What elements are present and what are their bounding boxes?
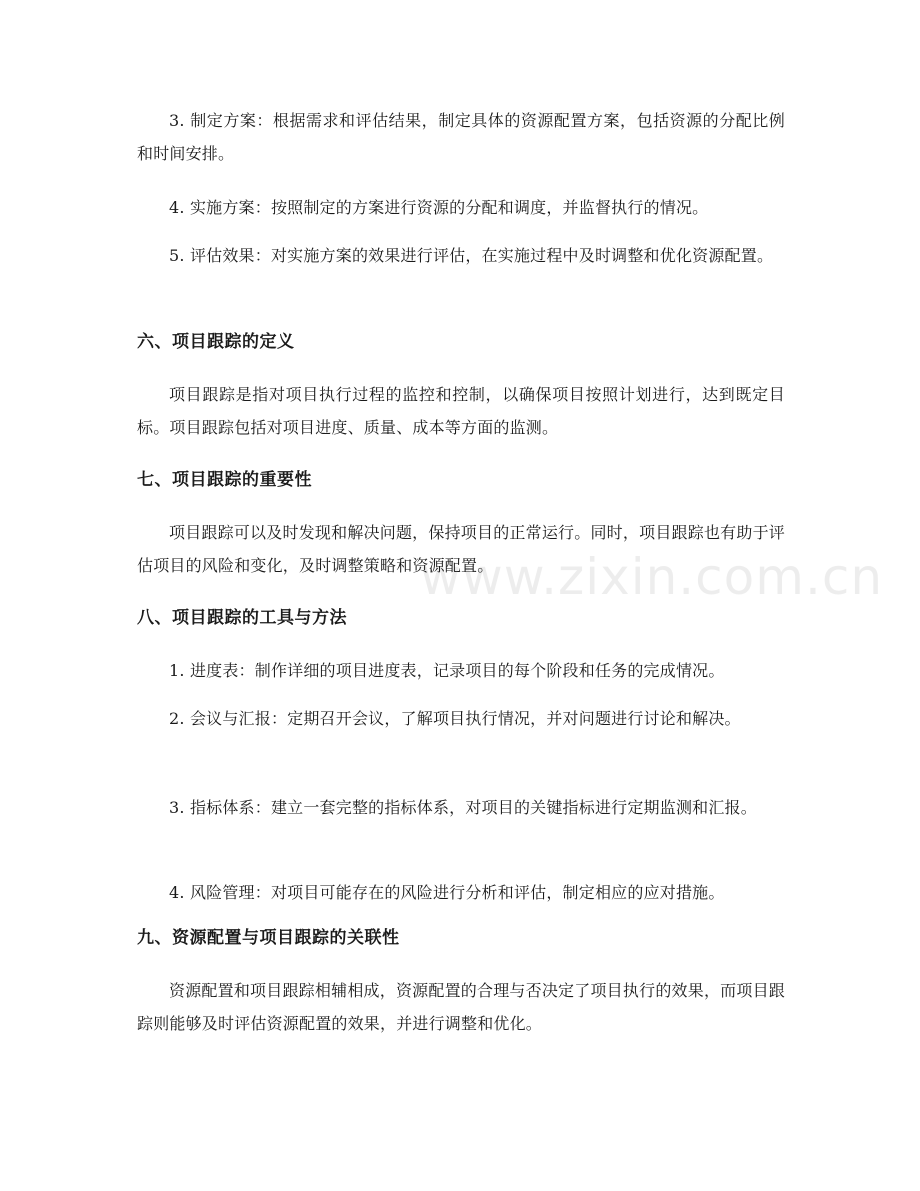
paragraph-step-4: 4. 实施方案：按照制定的方案进行资源的分配和调度，并监督执行的情况。 [169,198,709,217]
watermark: www.zixin.com.cn [420,548,884,606]
paragraph-step-3: 3. 制定方案：根据需求和评估结果，制定具体的资源配置方案，包括资源的分配比例和时间安排。 [137,111,785,163]
section-heading-9: 九、资源配置与项目跟踪的关联性 [137,928,400,948]
paragraph-section-9: 资源配置和项目跟踪相辅相成，资源配置的合理与否决定了项目执行的效果，而项目跟踪则能够及时评估资源配置的效果，并进行调整和优化。 [137,981,785,1033]
paragraph-section-7: 项目跟踪可以及时发现和解决问题，保持项目的正常运行。同时，项目跟踪也有助于评估项目的风险和变化，及时调整策略和资源配置。 [137,523,785,575]
section-heading-6: 六、项目跟踪的定义 [137,332,295,352]
section-heading-7: 七、项目跟踪的重要性 [137,470,312,490]
paragraph-tool-2: 2. 会议与汇报：定期召开会议，了解项目执行情况，并对问题进行讨论和解决。 [169,709,741,728]
section-heading-8: 八、项目跟踪的工具与方法 [137,608,347,628]
paragraph-section-6: 项目跟踪是指对项目执行过程的监控和控制，以确保项目按照计划进行，达到既定目标。项目跟踪包括对项目进度、质量、成本等方面的监测。 [137,385,785,437]
paragraph-tool-3: 3. 指标体系：建立一套完整的指标体系，对项目的关键指标进行定期监测和汇报。 [169,798,757,817]
paragraph-tool-4: 4. 风险管理：对项目可能存在的风险进行分析和评估，制定相应的应对措施。 [169,883,725,902]
paragraph-step-5: 5. 评估效果：对实施方案的效果进行评估，在实施过程中及时调整和优化资源配置。 [169,246,774,265]
paragraph-tool-1: 1. 进度表：制作详细的项目进度表，记录项目的每个阶段和任务的完成情况。 [169,661,725,680]
